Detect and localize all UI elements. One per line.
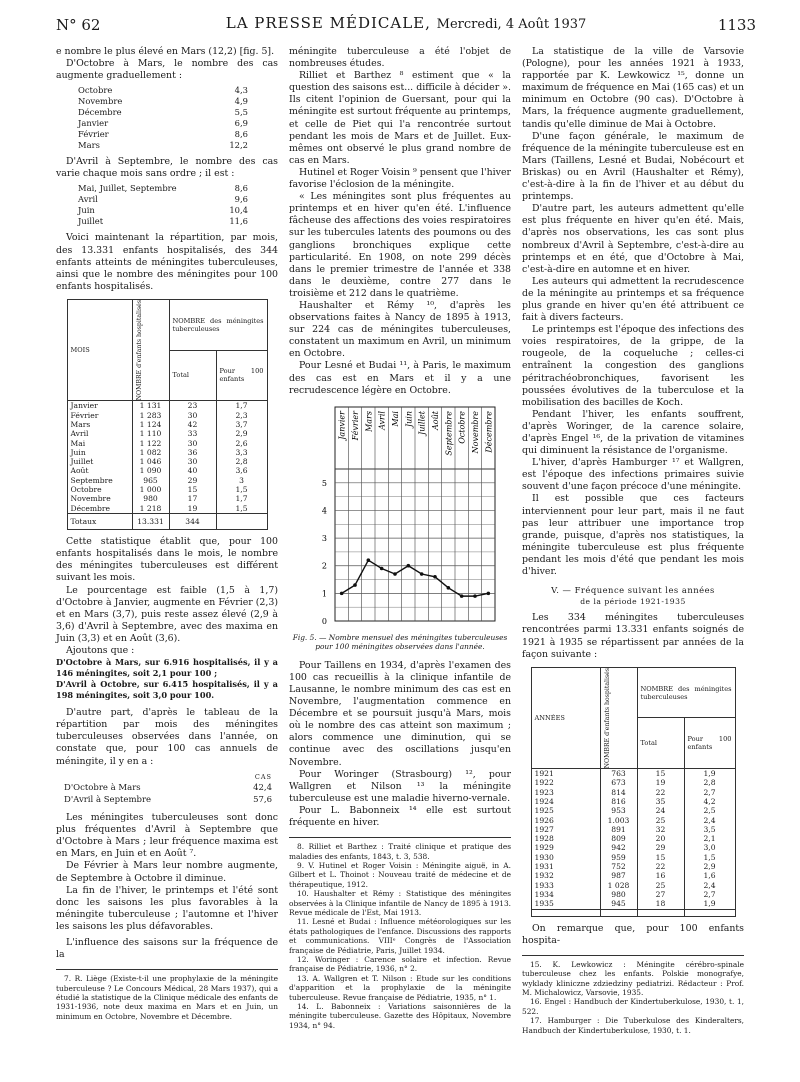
list-month: Mai, Juillet, Septembre [78, 183, 177, 194]
footnote-item: 17. Hamburger : Die Tuberkulose des Kinderalters, Handbuch der Kindertuberkulose, 1930, t. 1. [522, 1016, 744, 1035]
cell-pour100: 3,3 [216, 448, 267, 457]
paragraph: Pendant l'hiver, les enfants souffrent, d'après Woringer, de la carence solaire, d'après Engel ¹⁶, de la privation de vitamines qui diminuent la résistance de l'organisme. [522, 408, 744, 457]
paragraph: La fin de l'hiver, le printemps et l'été sont donc les saisons les plus favorables à la méningite tuberculeuse ; l'automne et l'hiver les saisons les plus défavorables. [56, 884, 278, 932]
table-row [531, 769, 735, 779]
cell-total: 17 [169, 494, 216, 503]
chart-month-label: Octobre [457, 410, 467, 444]
cell-pour100: 2,1 [684, 834, 735, 843]
cell-mois: Octobre [67, 485, 132, 494]
table-row [531, 788, 735, 797]
cell-hospitalises: 891 [600, 825, 637, 834]
cell-mois: Janvier [67, 401, 132, 411]
cell-hospitalises: 942 [600, 843, 637, 852]
cell-hospitalises: 1 122 [132, 439, 169, 448]
cell-pour100: 2,5 [684, 806, 735, 815]
table-header-meningites: NOMBRE des méningites tuberculeuses [169, 299, 267, 350]
cell-mois: Novembre [67, 494, 132, 503]
cell-pour100: 2,7 [684, 788, 735, 797]
paragraph: On remarque que, pour 100 enfants hospita- [522, 922, 744, 946]
cell-total: 36 [169, 448, 216, 457]
cell-hospitalises: 1 218 [132, 504, 169, 514]
reference-item: 11. Lesné et Budai : Influence météorologiques sur les états pathologiques de l'enfance. Discussions des rapports et communications. VIIIᵉ Congrès de l'Association française de Pédiatrie, Paris, Juillet 1934. [289, 917, 511, 955]
table-row [531, 890, 735, 899]
cell-annee: 1924 [531, 797, 600, 806]
list-month: Octobre [78, 85, 113, 96]
chart-data-point [447, 586, 451, 590]
cell-hospitalises: 814 [600, 788, 637, 797]
reference-item: 12. Woringer : Carence solaire et infection. Revue française de Pédiatrie, 1936, n° 2. [289, 955, 511, 974]
cell-total: 24 [637, 806, 684, 815]
cell-mois: Mars [67, 420, 132, 429]
cell-hospitalises: 1 046 [132, 457, 169, 466]
paragraph: L'influence des saisons sur la fréquence de la [56, 937, 278, 961]
cell-pour100: 3,7 [216, 420, 267, 429]
list-item [78, 194, 248, 205]
cas-label: D'Avril à Septembre [64, 794, 152, 805]
cas-row [64, 783, 272, 795]
table-row [67, 439, 267, 448]
table-row [531, 816, 735, 825]
reference-item: 8. Rilliet et Barthez : Traité clinique et pratique des maladies des enfants, 1843, t. 3, 538. [289, 842, 511, 861]
cell-mois: Février [67, 411, 132, 420]
reference-item: 9. V. Hutinel et Roger Voisin : Méningite aiguë, in A. Gilbert et L. Thoinot : Nouveau traité de médecine et de thérapeutique, 1912. [289, 860, 511, 889]
issue-date: Mercredi, 4 Août 1937 [436, 17, 587, 32]
cell-hospitalises: 987 [600, 871, 637, 880]
chart-y-tick-label: 5 [321, 478, 327, 488]
paragraph: Le printemps est l'époque des infections des voies respiratoires, de la grippe, de la rougeole, de la coqueluche ; celles-ci entraînent la congestion des ganglions péritrachéobronchiques, favorisent les poussées évolutives de la tuberculose et la mobilisation des bacilles de Koch. [522, 324, 744, 408]
journal-title [56, 14, 756, 32]
chart-data-point [380, 566, 384, 570]
monthly-list-oct-mar [78, 85, 278, 151]
chart-y-tick-label: 0 [321, 616, 327, 626]
references-list [289, 842, 511, 1030]
cell-pour100: 2,9 [684, 862, 735, 871]
paragraph: Hutinel et Roger Voisin ⁹ pensent que l'hiver favorise l'éclosion de la méningite. [289, 166, 511, 191]
list-value: 9,6 [234, 194, 248, 205]
cell-total: 22 [637, 862, 684, 871]
footnotes-list [522, 960, 744, 1035]
paragraph: D'autre part, d'après le tableau de la répartition par mois des méningites tuberculeuses observées dans l'année, on constate que, pour 100 cas annuels de méningite, il y en a : [56, 707, 278, 767]
table-row [67, 420, 267, 429]
cell-pour100: 2,7 [684, 890, 735, 899]
cell-hospitalises: 816 [600, 797, 637, 806]
cell-total: 40 [169, 466, 216, 475]
cell-annee: 1930 [531, 853, 600, 862]
cell-total: 20 [637, 834, 684, 843]
list-value: 8,6 [234, 183, 248, 194]
paragraph: Pour Woringer (Strasbourg) ¹², pour Wallgren et Nilson ¹³ la méningite tuberculeuse est une maladie hiverno-vernale. [289, 768, 511, 804]
list-item [78, 118, 248, 129]
cell-pour100: 3,0 [684, 843, 735, 852]
column-3 [522, 46, 744, 1035]
cell-pour100: 2,8 [684, 778, 735, 787]
cell-annee: 1932 [531, 871, 600, 880]
cell-annee: 1925 [531, 806, 600, 815]
list-item [78, 107, 248, 118]
chart-y-tick-label: 2 [321, 561, 327, 571]
cell-pour100: 1,7 [216, 494, 267, 503]
journal-name: LA PRESSE MÉDICALE, [225, 14, 431, 32]
list-month: Juillet [78, 216, 104, 227]
cell-pour100: 1,7 [216, 401, 267, 411]
list-value: 10,4 [229, 205, 248, 216]
list-value: 6,9 [234, 118, 248, 129]
table-header-pour100: Pour 100 enfants [684, 718, 735, 769]
table-row [531, 806, 735, 815]
paragraph: Cette statistique établit que, pour 100 enfants hospitalisés dans le mois, le nombre des méningites tuberculeuses est différent suivant les mois. [56, 536, 278, 584]
page-number: 1133 [717, 16, 756, 34]
list-month: Février [78, 129, 109, 140]
paragraph: Les auteurs qui admettent la recrudescence de la méningite au printemps et sa fréquence plus grande en hiver qu'en été attribuent ce fait à divers facteurs. [522, 275, 744, 324]
cell-hospitalises: 1 124 [132, 420, 169, 429]
yearly-table-body [531, 769, 735, 909]
cell-total: 19 [169, 504, 216, 514]
cell-mois: Avril [67, 429, 132, 438]
cas-value: 57,6 [253, 794, 272, 805]
footnote-7: 7. R. Liège (Existe-t-il une prophylaxie de la méningite tuberculeuse ? Le Concours Médical, 28 Mars 1937), qui a étudié la statistique de la Clinique médicale des enfants de 1931-1936, note deux maxima en Mars et en Juin, un minimum en Octobre, Novembre et Décembre. [56, 974, 278, 1021]
paragraph: L'hiver, d'après Hamburger ¹⁷ et Wallgren, est l'époque des infections primaires suivie souvent d'une façon précoce d'une méningite. [522, 457, 744, 493]
cell-total: 25 [637, 881, 684, 890]
list-month: Novembre [78, 96, 123, 107]
chart-data-point [473, 594, 477, 598]
total-hospitalises: 13.331 [132, 513, 169, 529]
chart-month-label: Juillet [417, 410, 427, 435]
list-item [78, 205, 248, 216]
table-header-nombre: NOMBRE d'enfants hospitalisés [600, 667, 637, 768]
cell-hospitalises: 945 [600, 899, 637, 909]
figure-5-chart [309, 405, 511, 631]
table-row [67, 466, 267, 475]
cell-annee: 1926 [531, 816, 600, 825]
cell-annee: 1934 [531, 890, 600, 899]
cell-total: 22 [637, 788, 684, 797]
paragraph: D'autre part, les auteurs admettent qu'elle est plus fréquente en hiver qu'en été. Mais, d'après nos observations, les cas sont plus nombreux d'Avril à Septembre, c'est-à-dire au printemps et en été, que d'Octobre à Mai, c'est-à-dire en automne et en hiver. [522, 203, 744, 275]
cell-mois: Août [67, 466, 132, 475]
cell-pour100: 2,8 [216, 457, 267, 466]
list-month: Décembre [78, 107, 122, 118]
chart-month-label: Mars [364, 410, 374, 432]
cell-pour100: 2,6 [216, 439, 267, 448]
table-row [67, 429, 267, 438]
paragraph: De Février à Mars leur nombre augmente, de Septembre à Octobre il diminue. [56, 860, 278, 884]
chart-data-point [367, 558, 371, 562]
table-header-pour100: Pour 100 enfants [216, 350, 267, 401]
cell-pour100: 2,3 [216, 411, 267, 420]
cell-hospitalises: 959 [600, 853, 637, 862]
cell-hospitalises: 953 [600, 806, 637, 815]
list-value: 4,3 [234, 85, 248, 96]
paragraph: D'Avril à Septembre, le nombre des cas varie chaque mois sans ordre ; il est : [56, 156, 278, 180]
chart-data-point [420, 572, 424, 576]
table-total-row [67, 513, 267, 529]
cell-pour100: 1,5 [216, 504, 267, 514]
list-item [78, 216, 248, 227]
cell-hospitalises: 1 082 [132, 448, 169, 457]
cell-annee: 1935 [531, 899, 600, 909]
chart-month-label: Septembre [444, 410, 454, 456]
table-row [67, 411, 267, 420]
cell-pour100: 1,6 [684, 871, 735, 880]
footnote-rule [289, 837, 511, 838]
chart-y-tick-label: 1 [321, 589, 327, 599]
table-row [531, 899, 735, 909]
cas-label: D'Octobre à Mars [64, 783, 141, 794]
table-header-meningites: NOMBRE des méningites tuberculeuses [637, 667, 735, 718]
table-row [531, 825, 735, 834]
paragraph: Haushalter et Rémy ¹⁰, d'après les observations faites à Nancy de 1895 à 1913, sur 224 cas de méningites tuberculeuses, constatent un maximum en Avril, un minimum en Octobre. [289, 299, 511, 360]
paragraph: Le pourcentage est faible (1,5 à 1,7) d'Octobre à Janvier, augmente en Février (2,3) et en Mars (3,7), puis reste assez élevé (2,9 à 3,6) d'Avril à Septembre, avec des maxima en Juin (3,3) et en Août (3,6). [56, 584, 278, 644]
cell-total: 18 [637, 899, 684, 909]
table-row [67, 457, 267, 466]
cell-hospitalises: 809 [600, 834, 637, 843]
cell-total: 27 [637, 890, 684, 899]
chart-month-label: Novembre [471, 410, 480, 454]
footnote-item: 16. Engel : Handbuch der Kindertuberkulose, 1930, t. 1, 522. [522, 997, 744, 1016]
cell-total: 16 [637, 871, 684, 880]
table-header-mois: MOIS [67, 299, 132, 400]
cas-row [64, 795, 272, 807]
list-item [78, 129, 248, 140]
cell-pour100: 1,9 [684, 769, 735, 779]
cell-pour100: 3 [216, 476, 267, 485]
table-row [531, 881, 735, 890]
chart-y-tick-label: 4 [321, 506, 327, 516]
table-row [531, 871, 735, 880]
cell-annee: 1931 [531, 862, 600, 871]
cell-total: 30 [169, 457, 216, 466]
table-row [531, 778, 735, 787]
cell-mois: Juin [67, 448, 132, 457]
cell-pour100: 2,9 [216, 429, 267, 438]
cell-hospitalises: 1 110 [132, 429, 169, 438]
paragraph: Ajoutons que : [66, 645, 135, 657]
cell-pour100: 1,9 [684, 899, 735, 909]
cell-hospitalises: 1 131 [132, 401, 169, 411]
table-row [67, 485, 267, 494]
cell-mois: Mai [67, 439, 132, 448]
yearly-table [531, 667, 736, 917]
list-month: Mars [78, 140, 100, 151]
monthly-list-apr-sep [78, 183, 278, 227]
paragraph: méningite tuberculeuse a été l'objet de nombreuses études. [289, 46, 511, 70]
chart-svg [309, 405, 499, 627]
chart-month-label: Mai [391, 410, 400, 427]
table-row [67, 476, 267, 485]
paragraph: Pour Lesné et Budai ¹¹, à Paris, le maximum des cas est en Mars et il y a une recrudescence légère en Octobre. [289, 360, 511, 396]
monthly-table-body [67, 401, 267, 514]
cell-hospitalises: 1 090 [132, 466, 169, 475]
cell-total: 30 [169, 439, 216, 448]
cell-pour100: 3,5 [684, 825, 735, 834]
table-header-total: Total [637, 718, 684, 769]
list-month: Juin [78, 205, 95, 216]
chart-data-point [353, 583, 357, 587]
cell-pour100: 1,5 [684, 853, 735, 862]
table-row [531, 797, 735, 806]
footnote-rule [56, 969, 278, 970]
cell-annee: 1927 [531, 825, 600, 834]
cell-annee: 1921 [531, 769, 600, 779]
cell-hospitalises: 763 [600, 769, 637, 779]
cell-hospitalises: 965 [132, 476, 169, 485]
paragraph: Voici maintenant la répartition, par mois, des 13.331 enfants hospitalisés, des 344 enfants atteints de méningites tuberculeuses, ainsi que le nombre des méningites pour 100 enfants hospitalisés. [56, 232, 278, 292]
list-item [78, 140, 248, 151]
chart-month-label: Janvier [337, 410, 347, 440]
cell-annee: 1933 [531, 881, 600, 890]
paragraph: Pour L. Babonneix ¹⁴ elle est surtout fréquente en hiver. [289, 804, 511, 829]
reference-item: 14. L. Babonneix : Variations saisonnières de la méningite tuberculeuse. Gazette des Hôpitaux, Novembre 1934, n° 94. [289, 1002, 511, 1030]
cell-total: 25 [637, 816, 684, 825]
cell-hospitalises: 752 [600, 862, 637, 871]
list-value: 11,6 [229, 216, 248, 227]
cell-pour100: 2,4 [684, 881, 735, 890]
paragraph: e nombre le plus élevé en Mars (12,2) [fig. 5]. [56, 46, 275, 57]
cell-annee: 1928 [531, 834, 600, 843]
cell-hospitalises: 1 283 [132, 411, 169, 420]
table-row [531, 843, 735, 852]
reference-item: 13. A. Wallgren et T. Nilson : Etude sur les conditions d'apparition et la prophylaxie de la méningite tuberculeuse. Revue française de Pédiatrie, 1935, n° 1. [289, 973, 511, 1002]
section-heading: V. — Fréquence suivant les années de la période 1921-1935 [551, 585, 715, 607]
cell-total: 30 [169, 411, 216, 420]
cell-pour100: 2,4 [684, 816, 735, 825]
cell-mois: Septembre [67, 476, 132, 485]
chart-data-point [433, 575, 437, 579]
table-row [67, 504, 267, 514]
column-2 [289, 46, 511, 1030]
list-month: Janvier [78, 118, 109, 129]
table-row [531, 862, 735, 871]
table-row [531, 853, 735, 862]
chart-month-label: Août [431, 410, 440, 430]
list-value: 8,6 [234, 129, 248, 140]
paragraph: Les 334 méningites tuberculeuses rencontrées parmi 13.331 enfants soignés de 1921 à 1935 se répartissent par années de la façon suivante : [522, 612, 744, 660]
chart-month-label: Juin [404, 410, 414, 427]
monthly-table [67, 299, 268, 530]
paragraph: Il est possible que ces facteurs interviennent pour leur part, mais il ne faut pas leur attribuer une importance trop grande, puisque, d'après nos statistiques, la méningite tuberculeuse est plus fréquente pendant les mois d'été que pendant les mois d'hiver. [522, 493, 744, 578]
cell-total: 32 [637, 825, 684, 834]
chart-month-label: Février [351, 410, 360, 441]
cell-annee: 1922 [531, 778, 600, 787]
total-meningites: 344 [169, 513, 216, 529]
table-row [67, 401, 267, 411]
chart-data-point [393, 572, 397, 576]
cell-hospitalises: 673 [600, 778, 637, 787]
cell-hospitalises: 1 000 [132, 485, 169, 494]
chart-y-tick-label: 3 [321, 533, 327, 543]
cell-annee: 1923 [531, 788, 600, 797]
paragraph: Pour Taillens en 1934, d'après l'examen des 100 cas recueillis à la clinique infantile de Lausanne, le nombre minimum des cas est en Novembre, l'augmentation commence en Décembre et se poursuit jusqu'à Mars, mois où le nombre des cas atteint son maximum ; alors commence une diminution, qui se continue avec des oscillations jusqu'en Novembre. [289, 659, 511, 768]
cell-total: 35 [637, 797, 684, 806]
cell-total: 19 [637, 778, 684, 787]
paragraph: D'Octobre à Mars, le nombre des cas augmente graduellement : [56, 58, 278, 82]
table-row [531, 834, 735, 843]
cas-table [64, 772, 278, 807]
list-item [78, 96, 248, 107]
figure-caption: Fig. 5. — Nombre mensuel des méningites tuberculeuses pour 100 méningites observées dans l'année. [292, 632, 508, 652]
cell-total: 15 [169, 485, 216, 494]
cell-hospitalises: 1 028 [600, 881, 637, 890]
cell-hospitalises: 980 [132, 494, 169, 503]
reference-item: 10. Haushalter et Rémy : Statistique des méningites observées à la Clinique infantile de Nancy de 1895 à 1913. Revue médicale de l'Est, Mai 1913. [289, 889, 511, 917]
cell-mois: Décembre [67, 504, 132, 514]
cell-pour100: 1,5 [216, 485, 267, 494]
list-value: 12,2 [229, 140, 248, 151]
paragraph: D'une façon générale, le maximum de fréquence de la méningite tuberculeuse est en Mars (Taillens, Lesné et Budai, Nobécourt et Briskas) ou en Avril (Haushalter et Rémy), c'est-à-dire à la fin de l'hiver et au début du printemps. [522, 130, 744, 203]
chart-data-point [340, 591, 344, 595]
paragraph: La statistique de la ville de Varsovie (Pologne), pour les années 1921 à 1933, rapportée par K. Lewkowicz ¹⁵, donne un maximum de fréquence en Mai (165 cas) et un minimum en Octobre (90 cas). D'Octobre à Mars, la fréquence augmente graduellement, tandis qu'elle diminue de Mai à Octobre. [522, 46, 744, 130]
cas-header: CAS [254, 772, 272, 781]
table-row [67, 448, 267, 457]
bold-statement: D'Avril à Octobre, sur 6.415 hospitalisés, il y a 198 méningites, soit 3,0 pour 100. [56, 679, 278, 701]
paragraph: « Les méningites sont plus fréquentes au printemps et en hiver qu'en été. L'influence fâcheuse des affections des voies respiratoires sur les tubercules latents des poumons ou des ganglions bronchiques explique cette particularité. En 1908, on note 299 décès dans le premier trimestre de l'année et 338 dans le deuxième, contre 277 dans le troisième et 212 dans le quatrième. [289, 191, 511, 299]
list-value: 4,9 [234, 96, 248, 107]
list-month: Avril [78, 194, 98, 205]
column-1 [56, 46, 278, 1021]
cell-total: 42 [169, 420, 216, 429]
cell-hospitalises: 1.003 [600, 816, 637, 825]
cell-total: 15 [637, 769, 684, 779]
cell-total: 33 [169, 429, 216, 438]
chart-data-point [460, 594, 464, 598]
issue-number: N° 62 [56, 16, 101, 34]
paragraph: Rilliet et Barthez ⁸ estiment que « la question des saisons est... difficile à décider ». Ils citent l'opinion de Guersant, pour qui la méningite est surtout fréquente au printemps, et celle de Piet qui l'a rencontrée surtout pendant les mois de Mars et de Juillet. Eux-mêmes ont observé le plus grand nombre de cas en Mars. [289, 70, 511, 166]
total-label: Totaux [67, 513, 132, 529]
cell-mois: Juillet [67, 457, 132, 466]
cell-total: 15 [637, 853, 684, 862]
cell-total: 29 [169, 476, 216, 485]
cell-hospitalises: 980 [600, 890, 637, 899]
page-header [56, 14, 756, 36]
table-header-nombre: NOMBRE d'enfants hospitalisés [132, 299, 169, 400]
cell-pour100: 4,2 [684, 797, 735, 806]
list-item [78, 183, 248, 194]
chart-month-label: Avril [377, 410, 387, 430]
cell-pour100: 3,6 [216, 466, 267, 475]
table-header-total: Total [169, 350, 216, 401]
cell-total: 29 [637, 843, 684, 852]
chart-data-point [487, 591, 491, 595]
table-header-annees: ANNÉES [531, 667, 600, 768]
chart-data-point [407, 564, 411, 568]
cell-total: 23 [169, 401, 216, 411]
cas-value: 42,4 [253, 783, 272, 794]
footnote-rule [522, 955, 744, 956]
table-row [67, 494, 267, 503]
list-value: 5,5 [234, 107, 248, 118]
paragraph: Les méningites tuberculeuses sont donc plus fréquentes d'Avril à Septembre que d'Octobre à Mars ; leur fréquence maxima est en Mars, en Juin et en Août ⁷. [56, 812, 278, 860]
bold-statement: D'Octobre à Mars, sur 6.916 hospitalisés, il y a 146 méningites, soit 2,1 pour 100 ; [56, 657, 278, 679]
cell-annee: 1929 [531, 843, 600, 852]
chart-month-label: Décembre [484, 410, 494, 453]
list-item [78, 85, 248, 96]
footnote-item: 15. K. Lewkowicz : Méningite cérébro-spinale tuberculeuse chez les enfants. Polskie monografye, wyklady kliniczne zdziedziny pediatrizi. Rédacteur : Prof. M. Michalowicz, Varsovie, 1935. [522, 959, 744, 997]
